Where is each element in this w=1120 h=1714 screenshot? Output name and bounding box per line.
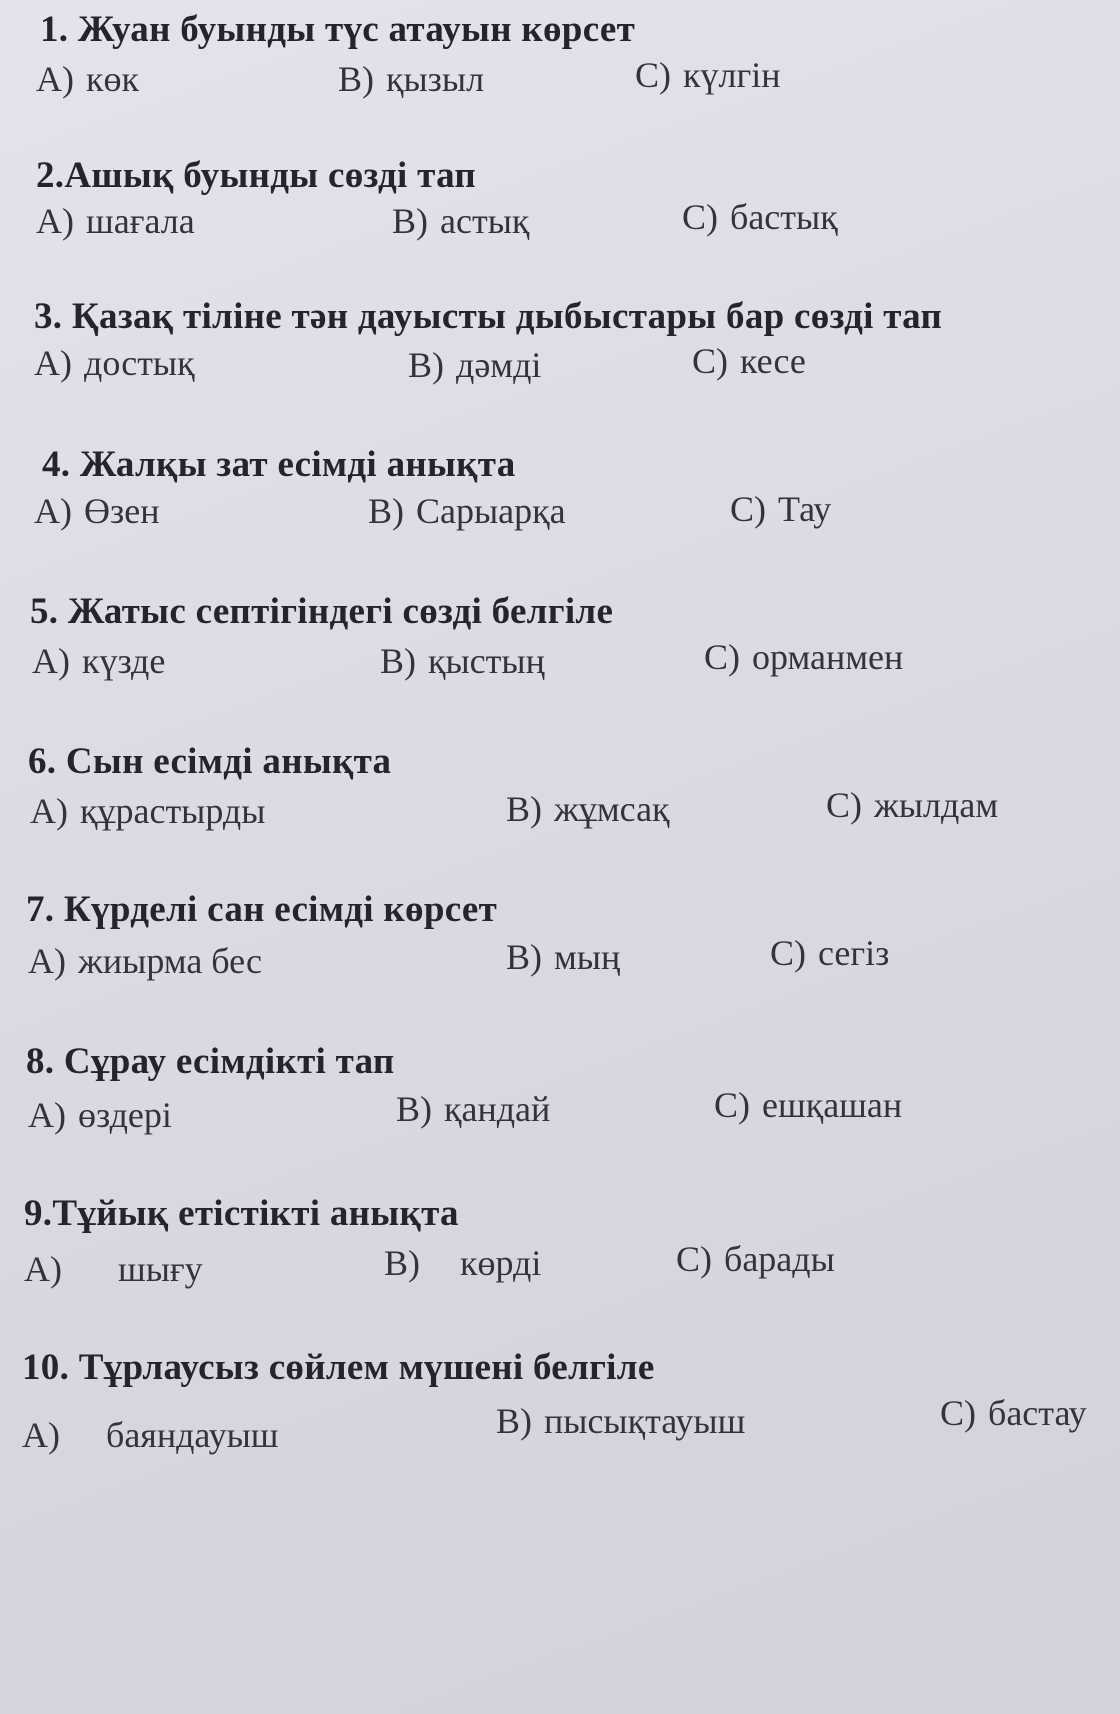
option-b xyxy=(392,200,529,242)
option-c xyxy=(714,1084,902,1126)
option-text: бастық xyxy=(730,197,838,237)
option-letter: А) xyxy=(30,791,68,831)
option-b xyxy=(380,640,545,682)
option-letter: В) xyxy=(338,59,374,99)
option-text: мың xyxy=(554,937,621,977)
option-text: сегіз xyxy=(818,933,890,973)
option-text: кесе xyxy=(740,341,806,381)
option-text: Тау xyxy=(778,489,832,529)
option-b xyxy=(506,936,620,978)
option-b xyxy=(408,344,541,386)
option-a xyxy=(30,790,265,832)
option-text: қызыл xyxy=(386,59,485,99)
option-text: көк xyxy=(86,59,139,99)
option-a xyxy=(32,640,165,682)
option-c xyxy=(676,1238,835,1280)
option-b xyxy=(338,58,484,100)
option-a xyxy=(28,940,262,982)
option-letter: А) xyxy=(28,941,66,981)
option-letter: А) xyxy=(34,343,72,383)
option-letter: С) xyxy=(692,341,728,381)
question-title: 8. Сұрау есімдікті тап xyxy=(26,1041,395,1082)
option-c xyxy=(730,488,831,530)
option-c xyxy=(692,340,806,382)
option-text: жиырма бес xyxy=(78,941,262,981)
question-title: 4. Жалқы зат есімді анықта xyxy=(42,444,516,485)
question-title: 1. Жуан буынды түс атауын көрсет xyxy=(40,9,636,50)
option-letter: А) xyxy=(32,641,70,681)
option-b xyxy=(384,1242,541,1284)
option-letter: С) xyxy=(770,933,806,973)
option-letter: В) xyxy=(384,1243,420,1283)
option-letter: А) xyxy=(36,59,74,99)
option-letter: А) xyxy=(36,201,74,241)
option-letter: С) xyxy=(635,55,671,95)
option-text: жылдам xyxy=(874,785,999,825)
option-letter: В) xyxy=(408,345,444,385)
option-letter: С) xyxy=(676,1239,712,1279)
question-title: 6. Сын есімді анықта xyxy=(28,741,392,782)
option-c xyxy=(704,636,903,678)
option-text: бастау xyxy=(988,1393,1087,1433)
option-letter: В) xyxy=(368,491,404,531)
option-text: Сарыарқа xyxy=(416,491,566,531)
option-letter: С) xyxy=(682,197,718,237)
option-letter: В) xyxy=(496,1401,532,1441)
option-text: қыстың xyxy=(428,641,545,681)
option-text: құрастырды xyxy=(80,791,266,831)
option-a xyxy=(34,490,159,532)
question-title: 10. Тұрлаусыз сөйлем мүшені белгіле xyxy=(22,1347,655,1388)
option-letter: С) xyxy=(730,489,766,529)
option-letter: С) xyxy=(940,1393,976,1433)
option-letter: А) xyxy=(22,1415,60,1455)
option-a xyxy=(24,1248,203,1290)
option-text: достық xyxy=(84,343,195,383)
option-text: орманмен xyxy=(752,637,904,677)
option-text: өздері xyxy=(78,1095,172,1135)
option-a xyxy=(36,58,139,100)
option-a xyxy=(36,200,195,242)
option-letter: А) xyxy=(34,491,72,531)
option-c xyxy=(635,54,781,96)
option-c xyxy=(682,196,838,238)
option-letter: В) xyxy=(506,789,542,829)
option-c xyxy=(770,932,889,974)
option-text: баяндауыш xyxy=(106,1415,279,1455)
option-b xyxy=(506,788,670,830)
option-a xyxy=(34,342,195,384)
question-title: 3. Қазақ тіліне тән дауысты дыбыстары бар сөзді тап xyxy=(34,296,943,337)
question-title: 2.Ашық буынды сөзді тап xyxy=(36,155,477,196)
question-title: 5. Жатыс септігіндегі сөзді белгіле xyxy=(30,591,614,632)
question-title: 7. Күрделі сан есімді көрсет xyxy=(26,889,498,930)
option-b xyxy=(496,1400,745,1442)
option-text: Өзен xyxy=(84,491,160,531)
option-letter: А) xyxy=(24,1249,62,1289)
option-text: ешқашан xyxy=(762,1085,903,1125)
option-text: шығу xyxy=(118,1249,203,1289)
option-a xyxy=(22,1414,279,1456)
option-text: дәмді xyxy=(456,345,542,385)
option-letter: С) xyxy=(714,1085,750,1125)
option-text: күзде xyxy=(82,641,166,681)
option-letter: А) xyxy=(28,1095,66,1135)
option-text: қандай xyxy=(444,1089,551,1129)
option-text: пысықтауыш xyxy=(544,1401,746,1441)
option-text: күлгін xyxy=(683,55,781,95)
option-letter: В) xyxy=(392,201,428,241)
option-b xyxy=(396,1088,550,1130)
option-text: шағала xyxy=(86,201,195,241)
option-letter: С) xyxy=(704,637,740,677)
option-text: жұмсақ xyxy=(554,789,670,829)
option-letter: В) xyxy=(380,641,416,681)
option-c xyxy=(940,1392,1087,1434)
option-letter: С) xyxy=(826,785,862,825)
option-text: көрді xyxy=(460,1243,542,1283)
option-text: астық xyxy=(440,201,530,241)
option-letter: В) xyxy=(396,1089,432,1129)
option-b xyxy=(368,490,566,532)
option-c xyxy=(826,784,998,826)
option-letter: В) xyxy=(506,937,542,977)
question-title: 9.Тұйық етістікті анықта xyxy=(24,1193,459,1234)
option-text: барады xyxy=(724,1239,835,1279)
option-a xyxy=(28,1094,172,1136)
